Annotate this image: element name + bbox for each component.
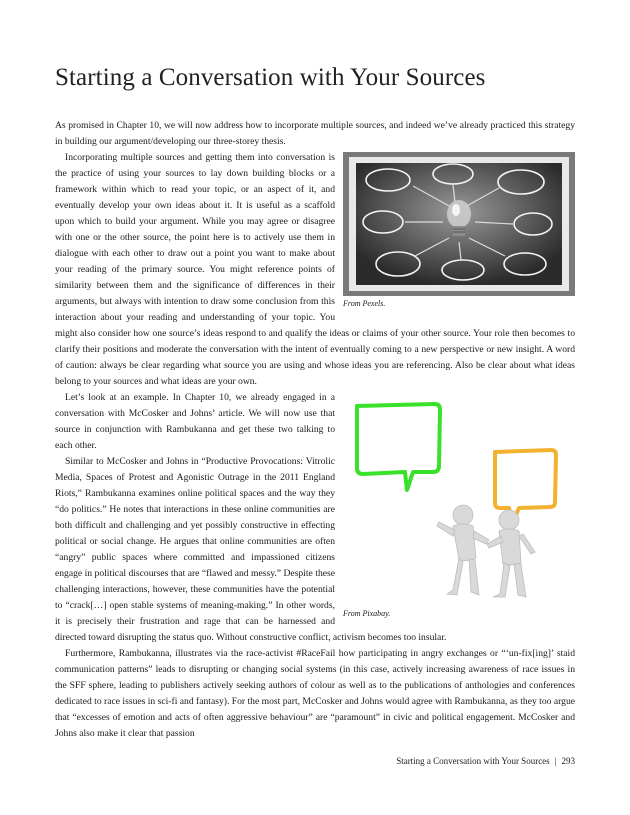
paragraph-4: Similar to McCosker and Johns in “Productive Provocations: Vitrolic Media, Spaces of Protest and Agonistic Outrage in the 2011 England Riots,” Rambukanna examines online political spaces and the way they “do politics.” He notes that interactions in these online communities are both difficult and challenging and yet possibly constructive in effecting political or social change. He argues that online communities are often “angry” public spaces where committed and impassioned citizens engage in political discourses that are “flawed and messy.” Despite these challenging interactions, however, these communities have the potential to “crack[…] open stable systems of meaning-making.” In other words, it is precisely their frustration and rage that can be harnessed and directed toward disrupting the status quo. Without constructive conflict, activism becomes too insular. — [55, 456, 447, 643]
paragraph-3: Let’s look at an example. In Chapter 10, we already engaged in a conversation with McCosker and Johns’ article. We will now use that source in conjunction with Rambukanna and get these two talking to each other. — [55, 392, 335, 451]
figure-caption-pexels: From Pexels. — [343, 299, 386, 308]
paragraph-1: As promised in Chapter 10, we will now address how to incorporate multiple sources, and indeed we’ve already practiced this strategy in building our argument/developing our three-storey thesis. — [55, 120, 575, 147]
page-footer — [396, 756, 575, 766]
page-title: Starting a Conversation with Your Sources — [55, 64, 486, 91]
chalkboard-lightbulb-image — [343, 152, 575, 296]
figure-chalkboard — [343, 152, 575, 315]
paragraph-2: Incorporating multiple sources and getting them into conversation is the practice of using your sources to lay down building blocks or a framework within which to read your topic, or an aspect of it, and eventually develop your own ideas about it. It is useful as a scaffold upon which to build your argument. While you may agree or disagree with one or the other source, the point here is to actively use them in dialogue with each other to draw out a point you want to make about your reading of the primary source. You might reference points of similarity between them and the significance of differences in their arguments, but always with intention to draw some conclusion from this interaction about your reading and understanding of your topic. You might also consider how one source’s ideas respond to and qualify the ideas or claims of your other source. Your role then becomes to clarify their positions and moderate the conversation with the intent of eventually coming to a new perspective or new insight. A word of caution: always be clear regarding what source you are using and whose ideas you are referencing. Also be clear about what ideas belong to your sources and what ideas are your own. — [55, 152, 575, 387]
page-number: 293 — [561, 756, 575, 766]
figure-speech-bubbles — [343, 398, 575, 623]
paragraph-5: Furthermore, Rambukanna, illustrates via the race-activist #RaceFail how participating in angry exchanges or “‘un-fix[ing]’ staid communication patterns” leads to disrupting or changing social systems (in this case, actively increasing awareness of race issues in the SFF sphere, leading to publishers actively seeking authors of colour as well as to the publications of anthologies and conferences dedicated to race issues in sci-fi and fantasy). For the most part, McCosker and Johns would agree with Rambukanna, as they too argue that “excesses of emotion and acts of often aggressive behaviour” are “paramount” in civic and political engagement. McCosker and Johns also make it clear that passion — [55, 648, 575, 739]
body-text — [55, 118, 575, 742]
running-title: Starting a Conversation with Your Sources — [396, 756, 550, 766]
figure-caption-pixabay: From Pixabay. — [343, 609, 391, 618]
two-figures-speech-bubbles-image — [343, 398, 575, 606]
footer-separator: | — [554, 756, 557, 766]
